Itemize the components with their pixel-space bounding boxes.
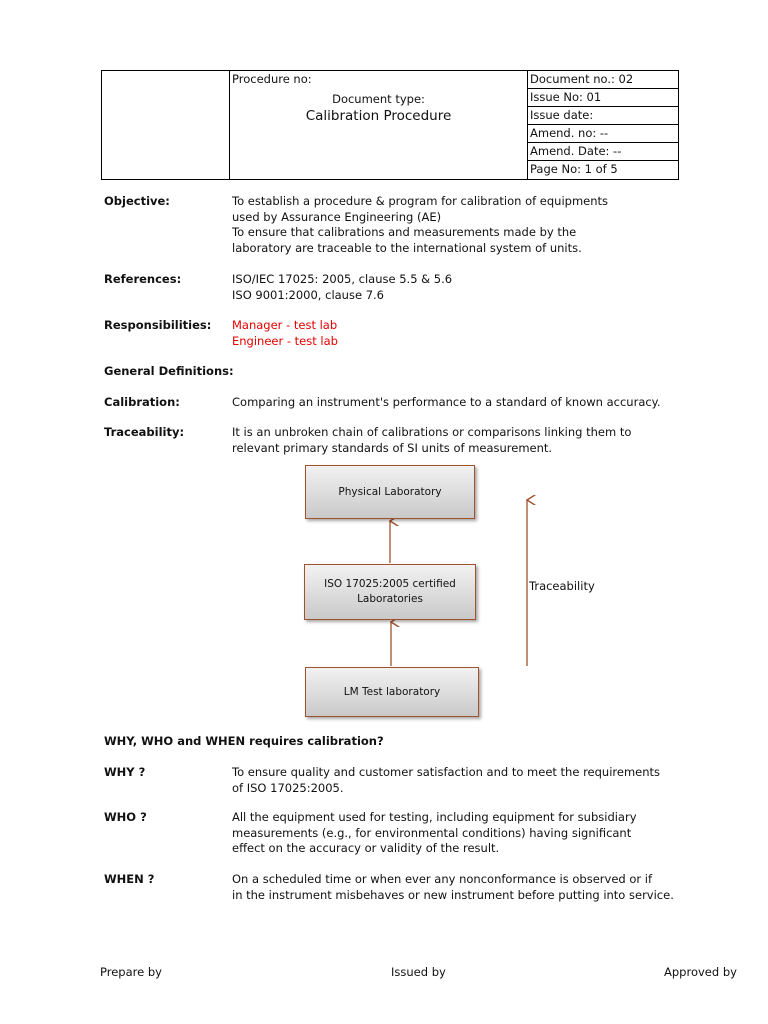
objective-line: To ensure that calibrations and measurements made by the [232,225,577,239]
reference-line: ISO 9001:2000, clause 7.6 [232,287,384,302]
traceability-line: relevant primary standards of SI units of measurement. [232,440,553,455]
certified-laboratories-box [304,564,476,620]
references-label: References: [104,272,182,286]
why-text [232,765,692,796]
document-no: Document no.: 02 [528,71,678,89]
general-definitions-heading: General Definitions: [104,364,234,378]
who-line: measurements (e.g., for environmental conditions) having significant [232,825,632,840]
when-text [232,872,702,903]
who-line: All the equipment used for testing, including equipment for subsidiary [232,810,637,824]
why-line: of ISO 17025:2005. [232,780,344,795]
traceability-line: It is an unbroken chain of calibrations or comparisons linking them to [232,425,632,439]
responsibility-line: Engineer - test lab [232,333,338,348]
physical-laboratory-box: Physical Laboratory [305,465,475,519]
objective-line: laboratory are traceable to the international system of units. [232,240,582,255]
calibration-text: Comparing an instrument's performance to a standard of known accuracy. [232,395,661,409]
when-line: in the instrument misbehaves or new instrument before putting into service. [232,887,674,902]
responsibilities-label: Responsibilities: [104,318,212,332]
traceability-label: Traceability: [104,425,185,439]
responsibility-line: Manager - test lab [232,318,338,332]
page-no: Page No: 1 of 5 [530,162,618,176]
amend-date: Amend. Date: -- [528,143,678,161]
issue-no: Issue No: 01 [528,89,678,107]
who-text [232,810,692,857]
document-type-value: Calibration Procedure [305,108,452,124]
lm-test-laboratory-box: LM Test laboratory [305,667,479,717]
who-label: WHO ? [104,810,147,824]
certified-laboratories-line2: Laboratories [357,593,423,605]
reference-line: ISO/IEC 17025: 2005, clause 5.5 & 5.6 [232,272,453,286]
why-who-when-heading: WHY, WHO and WHEN requires calibration? [104,734,384,748]
procedure-no-label: Procedure no: [232,72,312,86]
when-line: On a scheduled time or when ever any nonconformance is observed or if [232,872,653,886]
approved-by-label: Approved by [664,965,737,979]
amend-no: Amend. no: -- [528,125,678,143]
objective-line: used by Assurance Engineering (AE) [232,209,442,224]
prepared-by-label: Prepare by [100,965,162,979]
who-line: effect on the accuracy or validity of the result. [232,841,500,855]
when-label: WHEN ? [104,872,155,886]
certified-laboratories-line1: ISO 17025:2005 certified [324,578,456,590]
document-type-label: Document type: [332,92,425,106]
traceability-side-label: Traceability [529,579,595,593]
objective-line: To establish a procedure & program for calibration of equipments [232,194,609,208]
issued-by-label: Issued by [391,965,446,979]
issue-date: Issue date: [528,107,678,125]
why-label: WHY ? [104,765,146,779]
objective-label: Objective: [104,194,170,208]
why-line: To ensure quality and customer satisfaction and to meet the requirements [232,765,661,779]
calibration-label: Calibration: [104,395,180,409]
